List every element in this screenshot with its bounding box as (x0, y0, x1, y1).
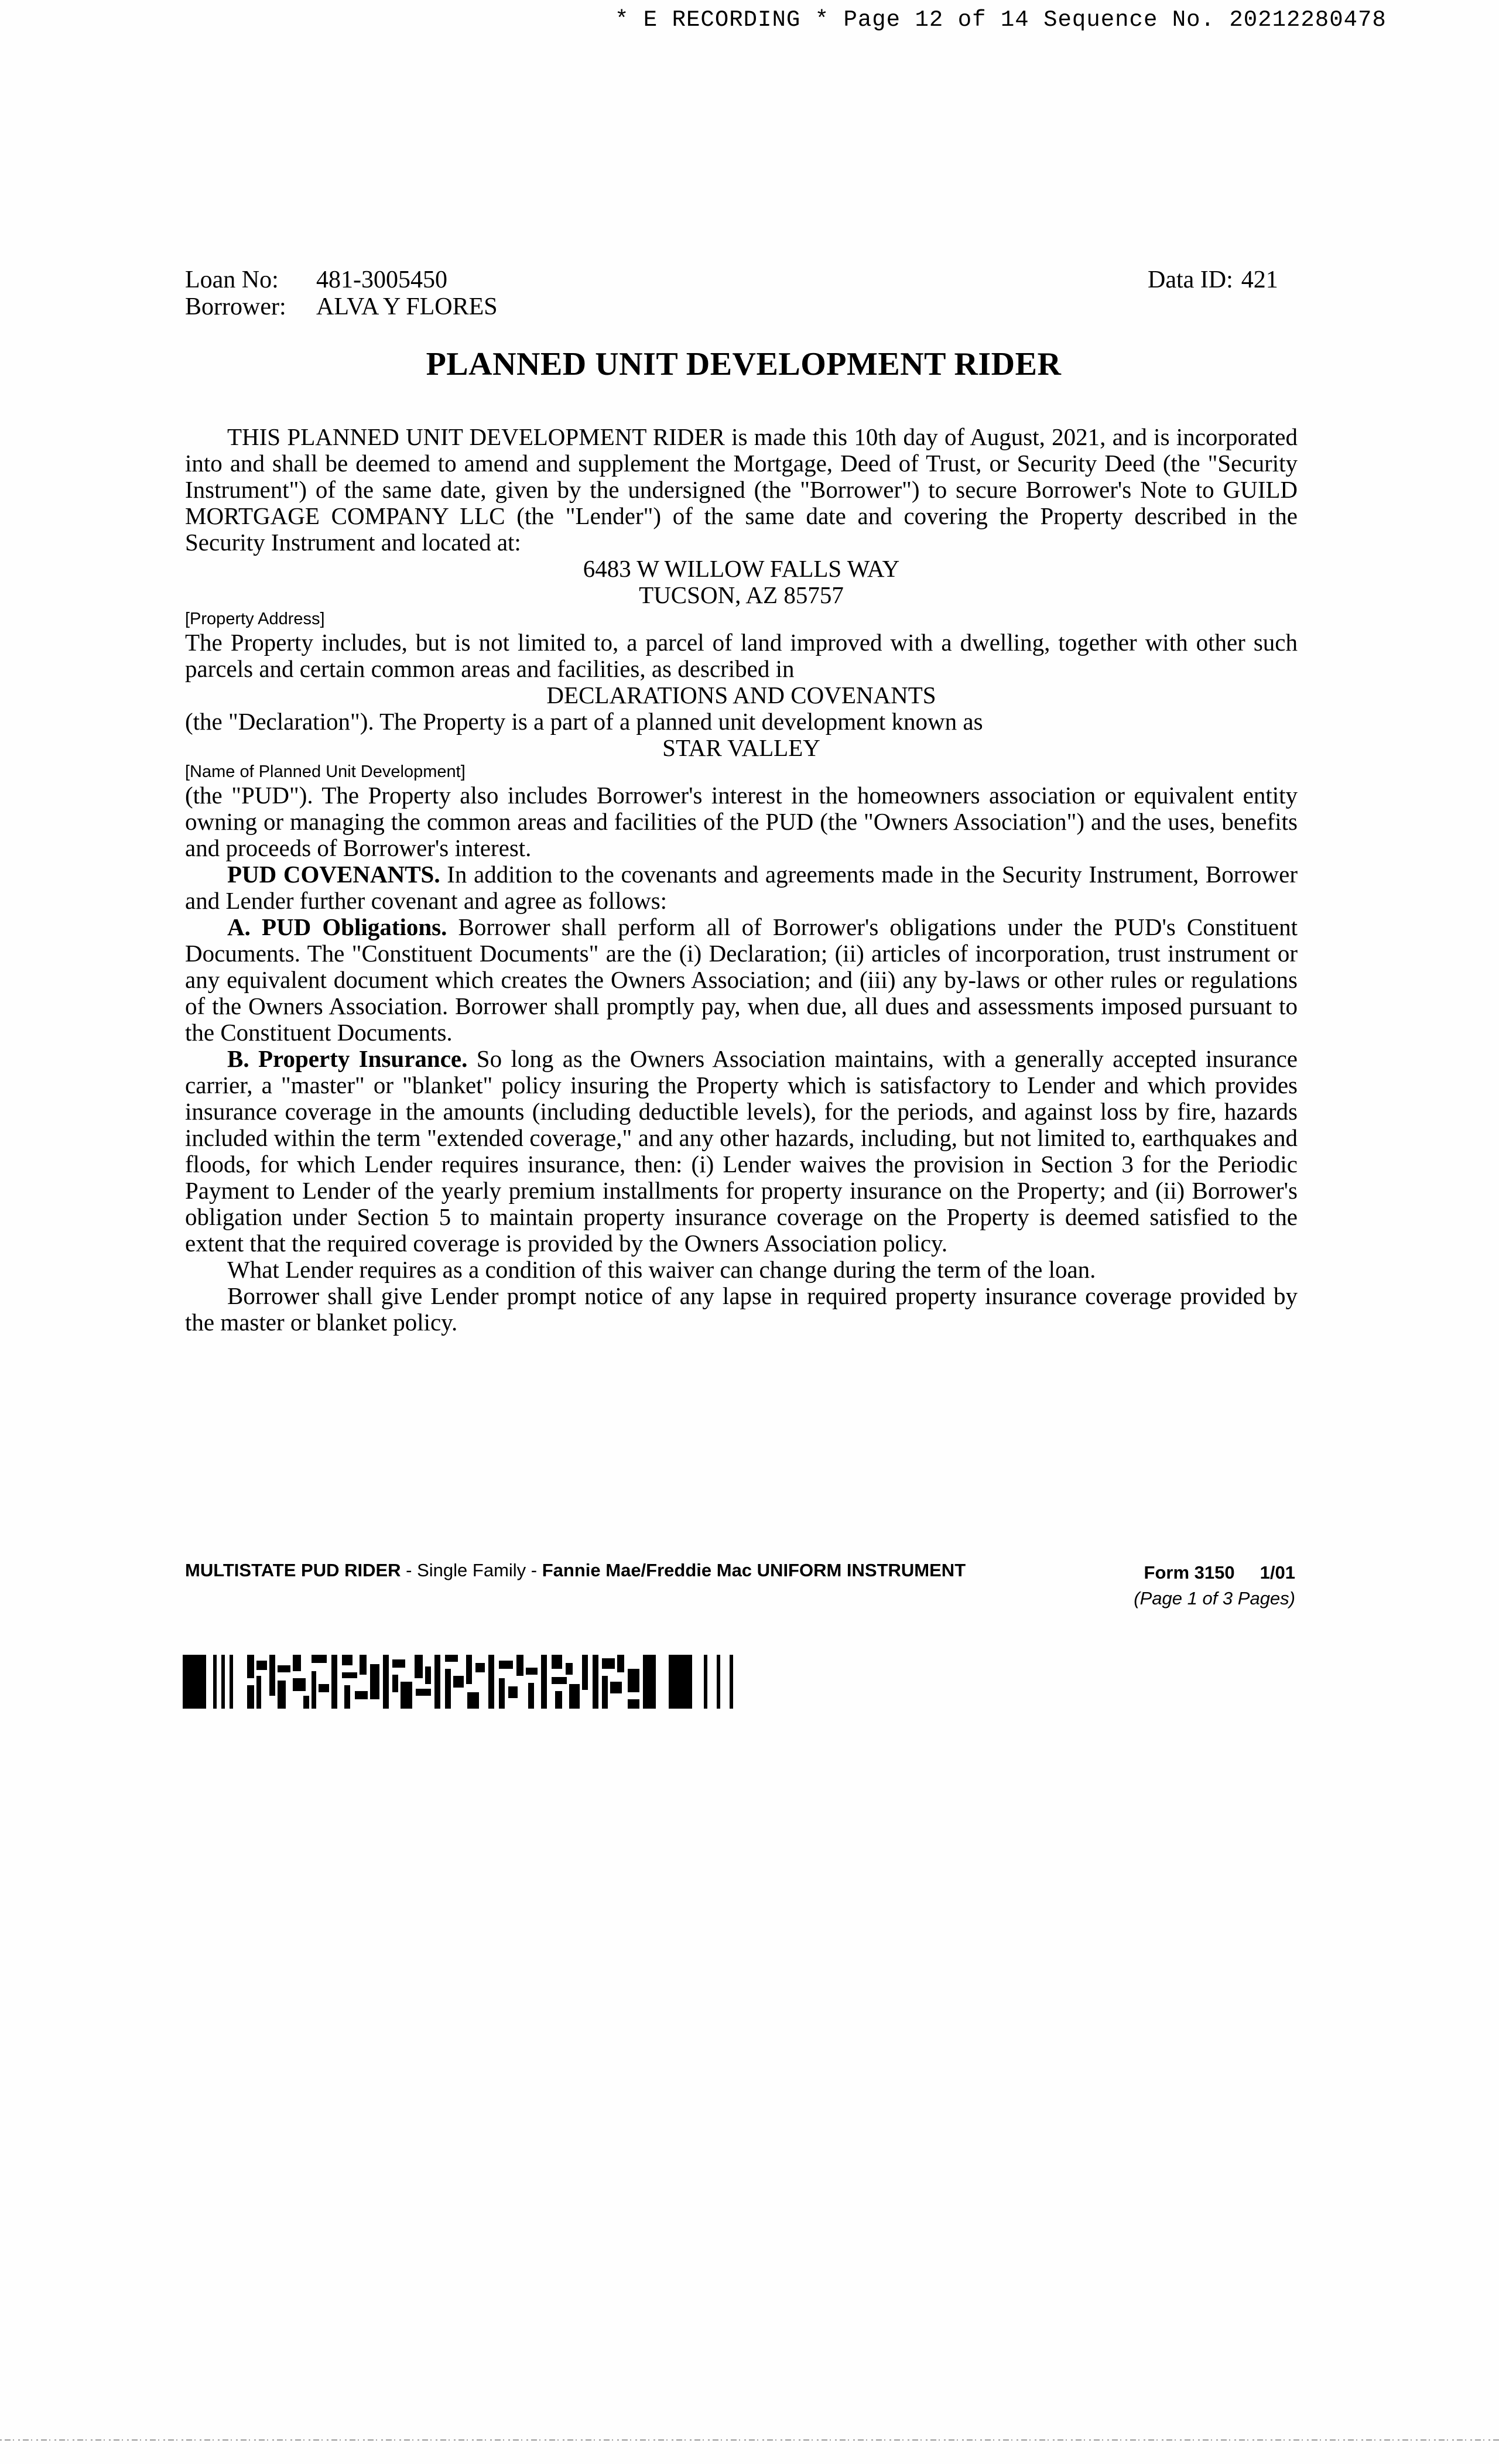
loan-header (185, 266, 498, 320)
section-b-paragraph (185, 1046, 1298, 1257)
section-b-heading: B. Property Insurance. (227, 1045, 468, 1072)
data-id (1148, 266, 1278, 293)
footer-sep-1: - (401, 1560, 417, 1580)
notice-paragraph: Borrower shall give Lender prompt notice of any lapse in required property insurance coverage provided by the master or blanket policy. (185, 1282, 1298, 1336)
document-barcode (183, 1655, 768, 1709)
loan-number-value: 481-3005450 (316, 266, 447, 293)
property-paragraph: The Property includes, but is not limited to, a parcel of land improved with a dwelling, together with other such parcels and certain common areas and facilities, as described in (185, 629, 1298, 682)
declaration-name: DECLARATIONS AND COVENANTS (546, 682, 936, 709)
footer-uniform-instrument: Fannie Mae/Freddie Mac UNIFORM INSTRUMENT (542, 1560, 966, 1580)
borrower-label: Borrower: (185, 293, 286, 320)
section-a-paragraph (185, 914, 1298, 1046)
scan-artifact-line (0, 2437, 1499, 2443)
address-line-2: TUCSON, AZ 85757 (639, 581, 844, 608)
document-title: PLANNED UNIT DEVELOPMENT RIDER (426, 346, 1062, 382)
borrower-row (185, 293, 498, 320)
document-body (185, 424, 1298, 1336)
waiver-paragraph: What Lender requires as a condition of this waiver can change during the term of the loan. (227, 1256, 1096, 1283)
section-b-text: So long as the Owners Association maintains, with a generally accepted insurance carrier, a "master" or "blanket" policy insuring the Property which is satisfactory to Lender and which provides insurance coverage in the amounts (including deductible levels), for the periods, and against loss by fire, hazards included within the term "extended coverage," and any other hazards, including, but not limited to, earthquakes and floods, for which Lender requires insurance, then: (i) Lender waives the provision in Section 3 for the Periodic Payment to Lender of the yearly premium installments for property insurance on the Property; and (ii) Borrower's obligation under Section 5 to maintain property insurance coverage on the Property is deemed satisfied to the extent that the required coverage is provided by the Owners Association policy. (185, 1045, 1298, 1257)
pud-name: STAR VALLEY (662, 734, 820, 761)
pud-paragraph: (the "PUD"). The Property also includes Borrower's interest in the homeowners association or equivalent entity owning or managing the common areas and facilities of the PUD (the "Owners Association") and the uses, benefits and proceeds of Borrower's interest. (185, 782, 1298, 861)
data-id-value: 421 (1241, 266, 1278, 293)
footer-form-title: MULTISTATE PUD RIDER (185, 1560, 401, 1580)
footer-single-family: Single Family (417, 1560, 526, 1580)
recording-stamp: * E RECORDING * Page 12 of 14 Sequence No. 20212280478 (615, 7, 1387, 33)
loan-number-label: Loan No: (185, 266, 279, 293)
declaration-paragraph: (the "Declaration"). The Property is a part of a planned unit development known as (185, 708, 983, 735)
borrower-value: ALVA Y FLORES (316, 293, 498, 320)
address-line-1: 6483 W WILLOW FALLS WAY (583, 555, 900, 582)
form-footer-number (1113, 1560, 1295, 1611)
footer-sep-2: - (526, 1560, 542, 1580)
covenants-text: In addition to the covenants and agreements made in the Security Instrument, Borrower and Lender further covenant and agree as follows: (185, 861, 1298, 914)
footer-form-number: Form 3150 1/01 (1144, 1562, 1295, 1583)
pud-caption: [Name of Planned Unit Development] (185, 762, 466, 781)
covenants-heading: PUD COVENANTS. (227, 861, 440, 888)
covenants-paragraph (185, 861, 1298, 914)
footer-page-count: (Page 1 of 3 Pages) (1134, 1588, 1295, 1609)
data-id-label: Data ID: (1148, 266, 1233, 293)
address-caption: [Property Address] (185, 610, 325, 628)
section-a-heading: A. PUD Obligations. (227, 913, 447, 940)
loan-number-row (185, 266, 498, 293)
section-a-text: Borrower shall perform all of Borrower's obligations under the PUD's Constituent Documents. The "Constituent Documents" are the (i) Declaration; (ii) articles of incorporation, trust instrument or any equivalent document which creates the Owners Association; and (iii) any by-laws or other rules or regulations of the Owners Association. Borrower shall promptly pay, when due, all dues and assessments imposed pursuant to the Constituent Documents. (185, 913, 1298, 1046)
form-footer-title (185, 1560, 966, 1581)
intro-paragraph: THIS PLANNED UNIT DEVELOPMENT RIDER is made this 10th day of August, 2021, and is incorporated into and shall be deemed to amend and supplement the Mortgage, Deed of Trust, or Security Deed (the "Security Instrument") of the same date, given by the undersigned (the "Borrower") to secure Borrower's Note to GUILD MORTGAGE COMPANY LLC (the "Lender") of the same date and covering the Property described in the Security Instrument and located at: (185, 423, 1298, 556)
